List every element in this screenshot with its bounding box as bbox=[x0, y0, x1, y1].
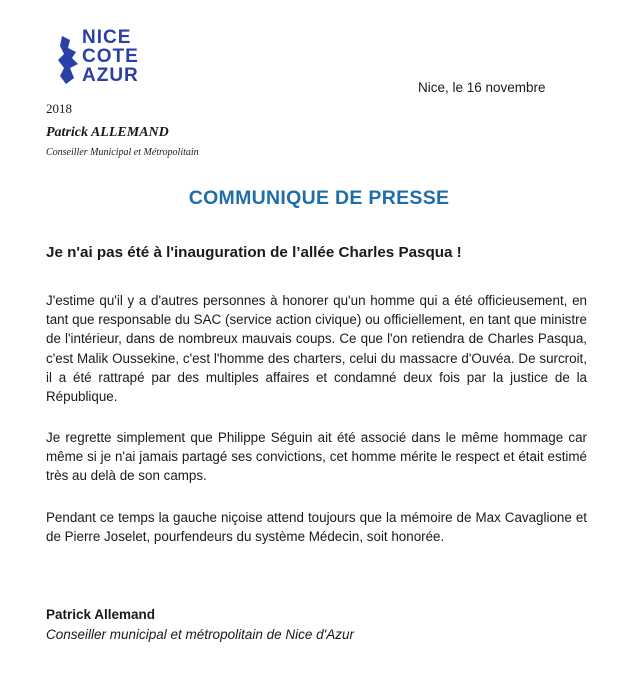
body-paragraph-3: Pendant ce temps la gauche niçoise attend toujours que la mémoire de Max Cavaglione et de Pierre Joselet, pourfendeurs du système Médecin, soit honorée. bbox=[46, 510, 587, 545]
dateline: Nice, le 16 novembre bbox=[418, 80, 546, 95]
logo-word-2: COTE bbox=[82, 46, 139, 67]
author-role: Conseiller Municipal et Métropolitain bbox=[46, 147, 199, 158]
headline: Je n'ai pas été à l'inauguration de l’allée Charles Pasqua ! bbox=[46, 244, 462, 261]
date-year: 2018 bbox=[46, 101, 72, 116]
signature-role: Conseiller municipal et métropolitain de Nice d'Azur bbox=[46, 627, 354, 642]
signature-name: Patrick Allemand bbox=[46, 607, 156, 622]
body-paragraph-1: J'estime qu'il y a d'autres personnes à honorer qu'un homme qui a été officieusement, en tant que responsable du SAC (service action civique) ou officiellement, en tant que ministre de l'intérieur, dans de nombreux mauvais coups. Ce que l'on retiendra de Charles Pasqua, c'est Malik Oussekine, c'est l'homme des charters, celui du massacre d'Ouvéa. De surcroit, il a été rattrapé par des multiples affaires et condamné deux fois par la justice de la République. bbox=[46, 293, 587, 405]
author-name: Patrick ALLEMAND bbox=[46, 125, 169, 140]
eagle-emblem-icon bbox=[58, 34, 80, 86]
logo-word-1: NICE bbox=[82, 27, 132, 48]
press-release-title: COMMUNIQUE DE PRESSE bbox=[188, 187, 450, 209]
nice-cote-azur-logo bbox=[58, 28, 158, 88]
body-paragraph-2: Je regrette simplement que Philippe Séguin ait été associé dans le même hommage car même si je n'ai jamais partagé ses convictions, cet homme mérite le respect et était estimé très au delà de son camps. bbox=[46, 430, 587, 484]
logo-word-3: AZUR bbox=[82, 65, 139, 86]
